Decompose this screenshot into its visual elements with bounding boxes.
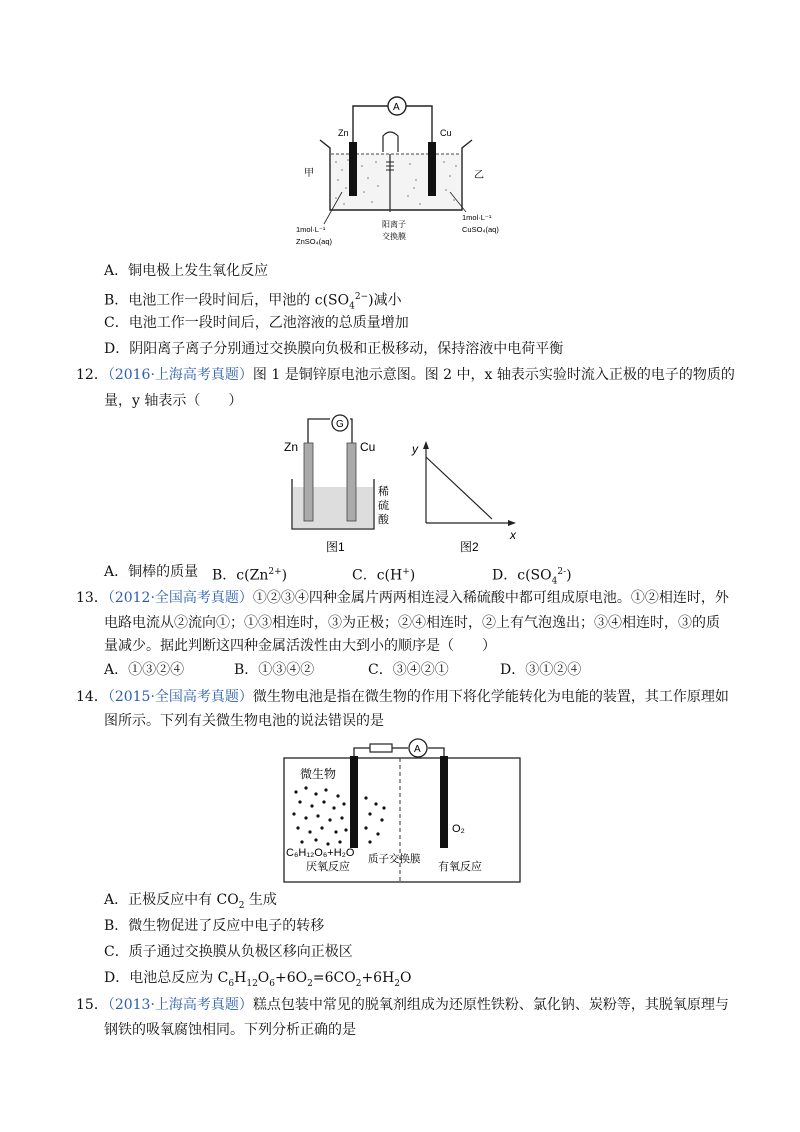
q14-option-c: C．质子通过交换膜从负极区移向正极区 — [104, 944, 353, 960]
anode — [350, 756, 358, 848]
membrane-label-1: 阳离子 — [382, 220, 406, 229]
q12-option-c: C．c(H+) — [352, 567, 416, 584]
right-solution: CuSO₄(aq) — [462, 225, 499, 234]
ammeter-label: A — [393, 102, 400, 113]
right-concentration: 1mol·L⁻¹ — [462, 213, 492, 222]
acid-label-1: 稀 — [378, 486, 389, 498]
cu-rod — [347, 443, 356, 521]
q15-number: 15． — [76, 997, 108, 1013]
fig2-y-label: y — [412, 442, 418, 456]
q14-stem-line1: 14．（2015·全国高考真题）微生物电池是指在微生物的作用下将化学能转化为电能的装置，其工作原理如 — [76, 689, 729, 705]
left-solution: ZnSO₄(aq) — [296, 237, 332, 246]
q13-option-b: B．①③④② — [234, 662, 315, 678]
q12-option-a: A．铜棒的质量 — [104, 564, 199, 580]
q12-option-b: B．$c(Zn^{2+})$ — [212, 567, 288, 584]
microbial-cell-figure — [282, 738, 522, 884]
q14-option-d: D．电池总反应为 $C_6H_{12}O_6+6O_2=6CO_2+6H_2O$ — [104, 970, 412, 989]
q12-stem-line2: 量，y 轴表示（ ） — [104, 393, 243, 409]
fig2-caption: 图2 — [460, 540, 479, 554]
q14-option-b: B．微生物促进了反应中电子的转移 — [104, 918, 325, 934]
fig12-zn-label: Zn — [284, 440, 299, 454]
zn-cu-cell-figure — [290, 92, 520, 252]
q12-number: 12． — [76, 367, 108, 383]
q13-stem-line2: 电路电流从②流向①；①③相连时，③为正极；②④相连时，②上有气泡逸出；③④相连时，③的质 — [104, 615, 720, 631]
zn-rod — [304, 443, 313, 521]
anaerobic-label: 厌氧反应 — [306, 861, 350, 873]
zn-label: Zn — [338, 128, 349, 138]
ammeter-label: A — [414, 744, 421, 755]
acid-label-3: 酸 — [378, 514, 389, 526]
fig12-cu-label: Cu — [360, 440, 376, 454]
q13-option-a: A．①③②④ — [104, 662, 185, 678]
q15-source: （2013·上海高考真题） — [107, 997, 253, 1013]
q13-stem-line3: 量减少。据此判断这四种金属活泼性由大到小的顺序是（ ） — [104, 638, 496, 654]
membrane-label-2: 交换膜 — [382, 232, 406, 241]
resistor-icon — [370, 744, 392, 752]
q13-option-c: C．③④②① — [368, 662, 449, 678]
yi-label: 乙 — [474, 170, 484, 181]
q12-source: （2016·上海高考真题） — [107, 367, 253, 383]
cu-electrode — [428, 142, 436, 196]
cu-label: Cu — [440, 128, 452, 138]
q14-source: （2015·全国高考真题） — [107, 689, 253, 705]
q11-option-c: C．电池工作一段时间后，乙池溶液的总质量增加 — [104, 315, 409, 331]
glucose-label: C₆H₁₂O₆+H₂O — [286, 847, 355, 859]
membrane-label: 质子交换膜 — [368, 853, 421, 865]
q15-stem-line1: 15．（2013·上海高考真题）糕点包装中常见的脱氧剂组成为还原性铁粉、氯化钠、炭粉等，其脱氧原理与 — [76, 997, 729, 1013]
q12-stem-line1: 12．（2016·上海高考真题）图 1 是铜锌原电池示意图。图 2 中，x 轴表示实验时流入正极的电子的物质的 — [76, 367, 735, 383]
q13-number: 13． — [76, 590, 108, 606]
q11-option-d: D．阴阳离子离子分别通过交换膜向负极和正极移动，保持溶液中电荷平衡 — [104, 341, 564, 357]
fig2-x-label: x — [510, 528, 516, 542]
q13-source: （2012·全国高考真题） — [107, 590, 253, 606]
left-concentration: 1mol·L⁻¹ — [296, 225, 326, 234]
q12-figures — [280, 413, 525, 558]
aerobic-label: 有氧反应 — [438, 861, 482, 873]
q15-stem-line2: 钢铁的吸氧腐蚀相同。下列分析正确的是 — [104, 1022, 356, 1038]
q13-stem-line1: 13．（2012·全国高考真题）①②③④四种金属片两两相连浸入稀硫酸中都可组成原电池。①②相连时，外 — [76, 590, 729, 606]
q14-option-a: A．正极反应中有 $CO_2$ 生成 — [104, 892, 277, 911]
fig2-line — [426, 457, 492, 519]
q12-option-d: D．$c(SO_4^{2-})$ — [492, 567, 572, 587]
cathode — [440, 756, 448, 848]
q11-option-a: A．铜电极上发生氧化反应 — [104, 263, 269, 279]
q14-stem-line2: 图所示。下列有关微生物电池的说法错误的是 — [104, 713, 384, 729]
q13-option-d: D．③①②④ — [500, 662, 582, 678]
jia-label: 甲 — [304, 168, 314, 179]
fig1-caption: 图1 — [326, 540, 345, 554]
o2-label: O₂ — [452, 823, 465, 835]
acid-label-2: 硫 — [378, 500, 389, 512]
microbe-label: 微生物 — [300, 767, 337, 781]
q14-number: 14． — [76, 689, 108, 705]
zn-electrode — [349, 142, 357, 196]
q11-option-b: B．电池工作一段时间后，甲池的 $c(SO_4^{2-})$减小 — [104, 292, 402, 312]
galvanometer-label: G — [336, 419, 344, 430]
